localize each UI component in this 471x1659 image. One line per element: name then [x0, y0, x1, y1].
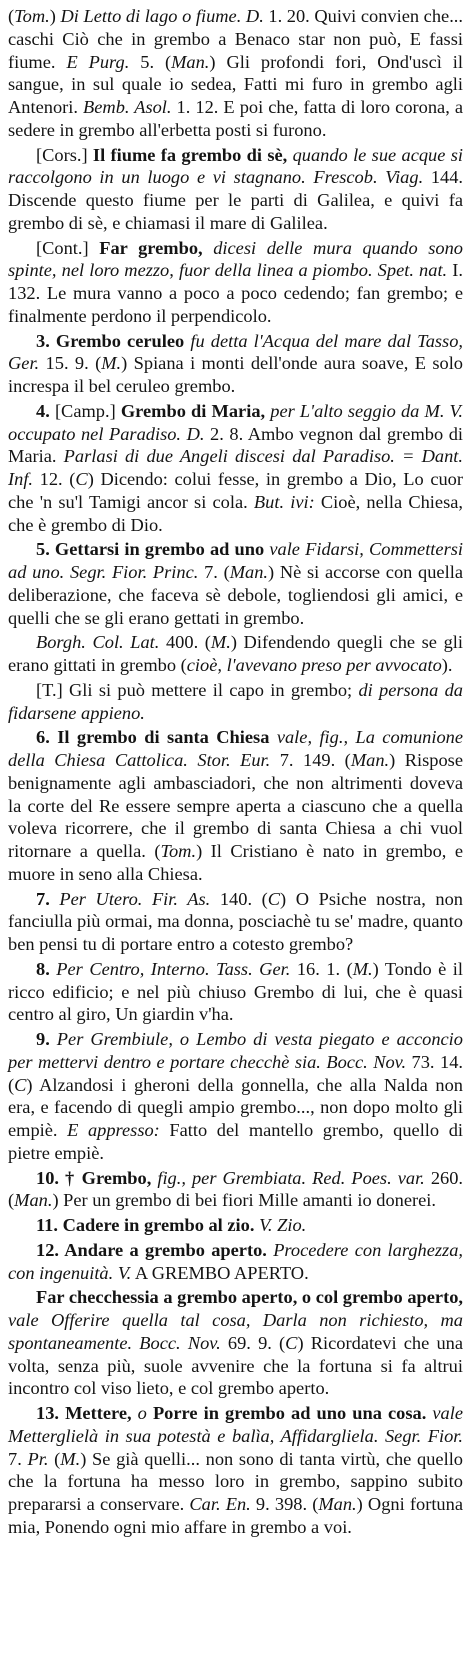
body-text: ) Il Cristiano è nato in grembo, e muore in seno alla Chiesa. — [8, 841, 464, 884]
body-text: 7. ( — [198, 562, 230, 582]
italic-text: vale Metterglielà in sua potestà e balìa, Affidargliela. Segr. Fior. — [8, 1403, 464, 1446]
italic-text: Bemb. Asol. — [83, 97, 172, 117]
entry-9-per-grembiule — [8, 1028, 463, 1165]
headword: 3. Grembo ceruleo — [36, 330, 191, 351]
italic-text: per L'alto seggio da M. V. occupato nel Paradiso. D. — [8, 400, 464, 444]
body-text: [T.] Gli si può mettere il capo in grembo; — [36, 679, 359, 700]
body-text: ) Tondo è il ricco edificio; e nel più chiuso Grembo di lui, che è quasi centro al giro, Un giardin v'ha. — [8, 958, 463, 1025]
body-text: 15. 9. ( — [39, 353, 102, 374]
body-text: [Cors.] — [36, 144, 93, 165]
body-text: 140. ( — [210, 888, 268, 909]
entry-fiume-fa-grembo — [8, 144, 463, 235]
italic-text: Tom. — [14, 6, 50, 26]
body-text: ) Per un grembo di bei fiori Mille amanti io donerei. — [52, 1190, 436, 1211]
body-text: ) — [49, 6, 61, 26]
italic-text: C — [285, 1332, 298, 1353]
italic-text: dicesi delle mura quando sono spinte, nel loro mezzo, fuor della linea a piombo. Spet. nat. — [8, 237, 463, 281]
entry-far-grembo — [8, 237, 463, 328]
headword: 6. Il grembo di santa Chiesa — [36, 727, 277, 748]
entry-11-cadere-in-grembo — [8, 1214, 463, 1237]
body-text: ( — [8, 6, 15, 26]
body-text: ) Spiana i monti dell'onde aura soave, E solo increspa il bel ceruleo grembo. — [8, 353, 463, 396]
italic-text: o — [137, 1403, 153, 1423]
italic-text: Man. — [229, 562, 269, 582]
entry-letto-di-lago — [8, 5, 463, 142]
italic-text: vale Fidarsi, Commettersi ad uno. Segr. Fior. Princ. — [8, 539, 464, 582]
entry-7-per-utero — [8, 888, 463, 956]
entry-6-grembo-santa-chiesa — [8, 726, 463, 885]
headword: 5. Gettarsi in grembo ad uno — [36, 539, 270, 560]
body-text: ) O Psiche nostra, non fanciulla più ormai, ma donna, posciachè tu se' madre, quanto ben pensi tu di portare entro a cotesto grembo? — [8, 888, 463, 954]
body-text: 7. — [8, 1448, 28, 1469]
body-text: ) Ricordatevi che una volta, senza più, suole avvenire che la fortuna si fa altrui incontro col viso lieto, e col grembo aperto. — [8, 1332, 464, 1399]
headword: Grembo di Maria, — [120, 400, 271, 421]
body-text: 260. ( — [8, 1167, 464, 1211]
body-text: ) Ogni fortuna mia, Ponendo ogni mio affare in grembo a voi. — [8, 1494, 463, 1537]
italic-text: Per Centro, Interno. Tass. Ger. — [56, 958, 291, 979]
body-text: 144. Discende questo fiume per le parti di Galilea, e quivi fa grembo di sè, e chiamasi il mare di Galilea. — [8, 167, 464, 233]
italic-text: M. — [210, 632, 231, 653]
italic-text: Pr. — [27, 1448, 49, 1469]
headword: 12. Andare a grembo aperto. — [36, 1239, 274, 1260]
body-text: 69. 9. ( — [220, 1332, 286, 1353]
body-text: Fatto del mantello grembo, quello di pietre empiè. — [8, 1120, 463, 1163]
italic-text: E appresso: — [67, 1120, 160, 1140]
body-text: I. 132. Le mura vanno a poco a poco cedendo; fan grembo; e finalmente perdono il perpendicolo. — [8, 260, 463, 326]
body-text: ) Alzandosi i gheroni della gonnella, che alla Nalda non era, e facendo di quegli ampio grembo..., non dopo molto gli empiè. — [8, 1074, 463, 1140]
headword: 8. — [36, 958, 57, 979]
headword: 9. — [36, 1029, 57, 1049]
italic-text: M. — [352, 958, 373, 979]
italic-text: di persona da fidarsene appieno. — [8, 679, 463, 723]
italic-text: Per Utero. Fir. As. — [59, 888, 211, 909]
italic-text: Per Grembiule, o Lembo di vesta piegato e acconcio per mettervi dentro e portare checchè sia. Bocc. Nov. — [8, 1029, 463, 1072]
entry-far-checchessia — [8, 1286, 463, 1400]
body-text: ) Dicendo: colui fesse, in grembo a Dio, Lo cuor che 'n su'l Tamigi ancor si cola. — [8, 469, 464, 512]
italic-text: M. — [60, 1448, 81, 1469]
entry-12-andare-a-grembo-aperto — [8, 1239, 463, 1285]
entry-13-mettere-porre — [8, 1402, 463, 1539]
italic-text: Procedere con larghezza, con ingenuità. V. — [8, 1239, 463, 1283]
italic-text: M. — [101, 353, 122, 374]
italic-text: Car. En. — [189, 1494, 251, 1514]
body-text: 16. 1. ( — [290, 958, 353, 979]
italic-text: fig., per Grembiata. Red. Poes. var. — [157, 1167, 425, 1188]
body-text: 73. 14. ( — [8, 1051, 463, 1095]
entry-10-grembo-grembiata — [8, 1167, 463, 1213]
headword: 11. Cadere in grembo al zio. — [36, 1215, 260, 1235]
italic-text: V. Zio. — [259, 1215, 307, 1235]
body-text: Cioè, nella Chiesa, che è grembo di Dio. — [8, 491, 463, 535]
italic-text: Man. — [350, 750, 390, 770]
italic-text: quando le sue acque si raccolgono in un luogo e vi stagnano. Frescob. Viag. — [8, 144, 464, 188]
body-text: 2. 8. Ambo vegnon dal grembo di Maria. — [8, 423, 463, 467]
italic-text: C — [267, 888, 281, 909]
italic-text: Man. — [14, 1190, 53, 1211]
italic-text: C — [14, 1074, 27, 1095]
italic-text: vale Offerire quella tal cosa, Darla non richiesto, ma spontaneamente. Bocc. Nov. — [8, 1310, 463, 1353]
body-text: ) Rispose benignamente agli ambasciadori, che non altrimenti doveva la corte del Re essere sempre aperta a ciascuno che a quella voleva ricorrere, che il grembo di santa Chiesa a chi vuol ritornare a quella. ( — [8, 750, 463, 861]
italic-text: E Purg. — [66, 51, 130, 72]
italic-text: Man. — [171, 51, 210, 72]
body-text: ) Nè si accorse con quella deliberazione, che faceva sè debole, togliendosi gli amici, e quelli che se gli erano gettati in grembo. — [8, 562, 463, 628]
italic-text: Di Letto di lago o fiume. D. — [60, 6, 264, 26]
italic-text: cioè, l'avevano preso per avvocato — [186, 655, 442, 675]
body-text: 5. ( — [129, 51, 172, 72]
headword: 7. — [36, 888, 60, 909]
body-text: 12. ( — [33, 469, 76, 489]
headword: 13. Mettere, — [36, 1403, 138, 1423]
entry-borgh-col-lat — [8, 631, 463, 677]
body-text: [Cont.] — [36, 237, 100, 258]
entry-5-gettarsi-in-grembo — [8, 538, 463, 629]
italic-text: Tom. — [160, 841, 197, 861]
headword: Il fiume fa grembo di sè, — [92, 144, 293, 165]
entry-3-grembo-ceruleo — [8, 330, 463, 398]
body-text: 400. ( — [159, 632, 211, 653]
entry-4-grembo-di-maria — [8, 400, 463, 537]
headword: 10. † Grembo, — [36, 1167, 158, 1188]
headword: Porre in grembo ad uno una cosa. — [152, 1403, 433, 1423]
body-text: ) Gli profondi fori, Ond'uscì il sangue, in sul quale io sedea, Fatti mi furo in grembo agli Antenori. — [8, 51, 463, 117]
body-text: 1. 20. Quivi convien che... caschi Ciò che in grembo a Benaco star non può, E fassi fiume. — [8, 6, 463, 72]
entry-8-per-centro — [8, 958, 463, 1026]
italic-text: Man. — [318, 1494, 357, 1514]
headword: Far grembo, — [99, 237, 214, 258]
headword: Far checchessia a grembo aperto, o col grembo aperto, — [36, 1287, 463, 1308]
body-text: ( — [48, 1448, 61, 1469]
italic-text: But. ivi: — [253, 491, 315, 512]
headword: 4. — [36, 400, 55, 421]
italic-text: fu detta l'Acqua del mare dal Tasso, Ger. — [8, 330, 463, 374]
body-text: ) Difendendo quegli che se gli erano gittati in grembo ( — [8, 632, 463, 675]
body-text: 7. 149. ( — [270, 750, 351, 770]
italic-text: Borgh. Col. Lat. — [36, 632, 160, 653]
body-text: ). — [441, 655, 453, 675]
body-text: [Camp.] — [54, 400, 121, 421]
body-text: 9. 398. ( — [250, 1494, 319, 1514]
body-text: 1. 12. E poi che, fatta di loro corona, a sedere in grembo all'erbetta posti si furono. — [8, 97, 463, 140]
body-text: ) Se già quelli... non sono di tanta virtù, che quello che la fortuna ha messo loro in grembo, sappino subito prepararsi a conservare. — [8, 1448, 464, 1514]
italic-text: C — [75, 469, 88, 489]
body-text: A GREMBO APERTO. — [131, 1262, 309, 1283]
entry-t-mettere-il-capo — [8, 679, 463, 725]
italic-text: Parlasi di due Angeli discesi dal Paradiso. = Dant. Inf. — [8, 446, 463, 489]
italic-text: vale, fig., La comunione della Chiesa Cattolica. Stor. Eur. — [8, 727, 463, 770]
